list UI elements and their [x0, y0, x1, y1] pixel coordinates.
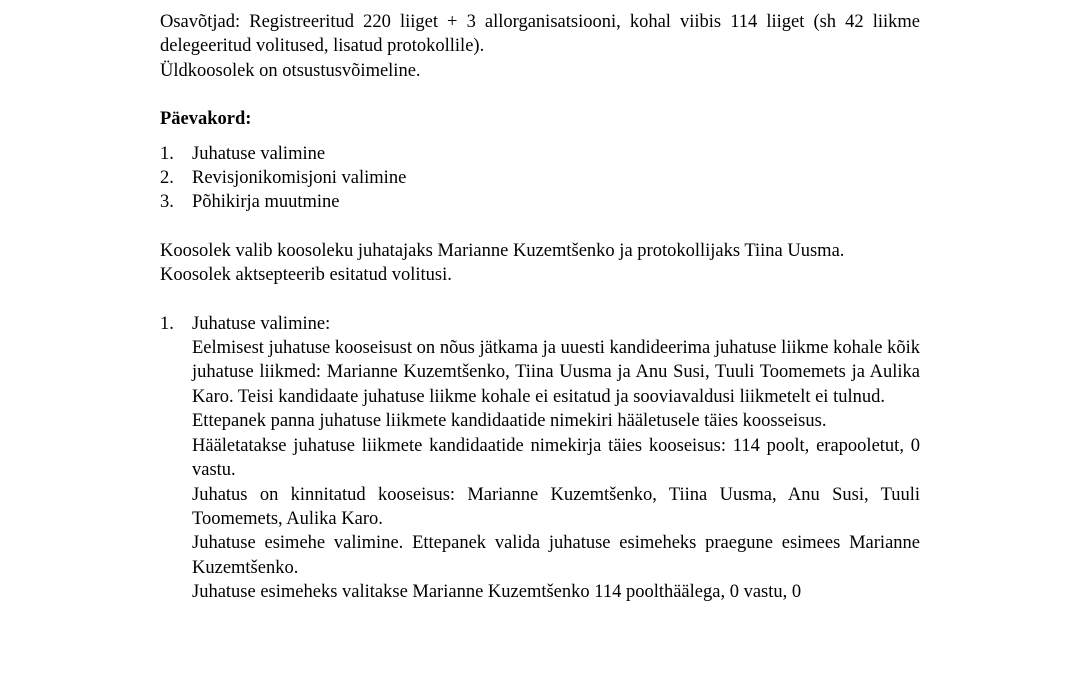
section-title: Juhatuse valimine: — [192, 313, 331, 334]
section-paragraph: Juhatus on kinnitatud kooseisus: Marianne Kuzemtšenko, Tiina Uusma, Anu Susi, Tuuli Toomemets, Aulika Karo. — [192, 484, 920, 529]
section-paragraph: Hääletatakse juhatuse liikmete kandidaatide nimekirja täies kooseisus: 114 poolt, erapooletut, 0 vastu. — [192, 435, 920, 481]
agenda-item — [160, 166, 920, 190]
section-paragraph: Juhatuse esimeheks valitakse Marianne Kuzemtšenko 114 poolthäälega, 0 vastu, 0 — [192, 582, 802, 603]
agenda-item-text: Põhikirja muutmine — [192, 192, 340, 213]
section-paragraph: Ettepanek panna juhatuse liikmete kandidaatide nimekiri hääletusele täies koosseisus. — [192, 411, 827, 432]
agenda-item — [160, 142, 920, 166]
agenda-item — [160, 190, 920, 214]
section-paragraph: Eelmisest juhatuse kooseisust on nõus jätkama ja uuesti kandideerima juhatuse liikme kohale kõik juhatuse liikmed: Marianne Kuzemtšenko, Tiina Uusma ja Anu Susi, Tuuli Toomemets ja Aulika Karo. Teisi kandidaate juhatuse liikme kohale ei esitatud ja sooviavaldusi liikmetelt ei tulnud. — [192, 338, 920, 407]
agenda-item-number: 1. — [160, 143, 174, 164]
section-number: 1. — [160, 313, 174, 334]
section-heading — [160, 312, 920, 336]
mandates-statement: Koosolek aktsepteerib esitatud volitusi. — [160, 265, 452, 286]
agenda-item-text: Juhatuse valimine — [192, 143, 326, 164]
agenda-item-number: 3. — [160, 192, 174, 213]
document-body — [160, 10, 920, 605]
chair-election-paragraph: Koosolek valib koosoleku juhatajaks Marianne Kuzemtšenko ja protokollijaks Tiina Uusma. — [160, 240, 845, 261]
quorum-statement: Üldkoosolek on otsustusvõimeline. — [160, 60, 421, 81]
attendees-paragraph: Osavõtjad: Registreeritud 220 liiget + 3 allorganisatsiooni, kohal viibis 114 liiget (sh 42 liikme delegeeritud volitused, lisatud protokollile). — [160, 12, 920, 57]
agenda-item-text: Revisjonikomisjoni valimine — [192, 168, 407, 189]
section-paragraph: Juhatuse esimehe valimine. Ettepanek valida juhatuse esimeheks praegune esimees Marianne Kuzemtšenko. — [192, 533, 920, 578]
agenda-list — [160, 142, 920, 215]
agenda-heading: Päevakord: — [160, 109, 252, 130]
agenda-item-number: 2. — [160, 168, 174, 189]
section-body — [192, 336, 920, 604]
